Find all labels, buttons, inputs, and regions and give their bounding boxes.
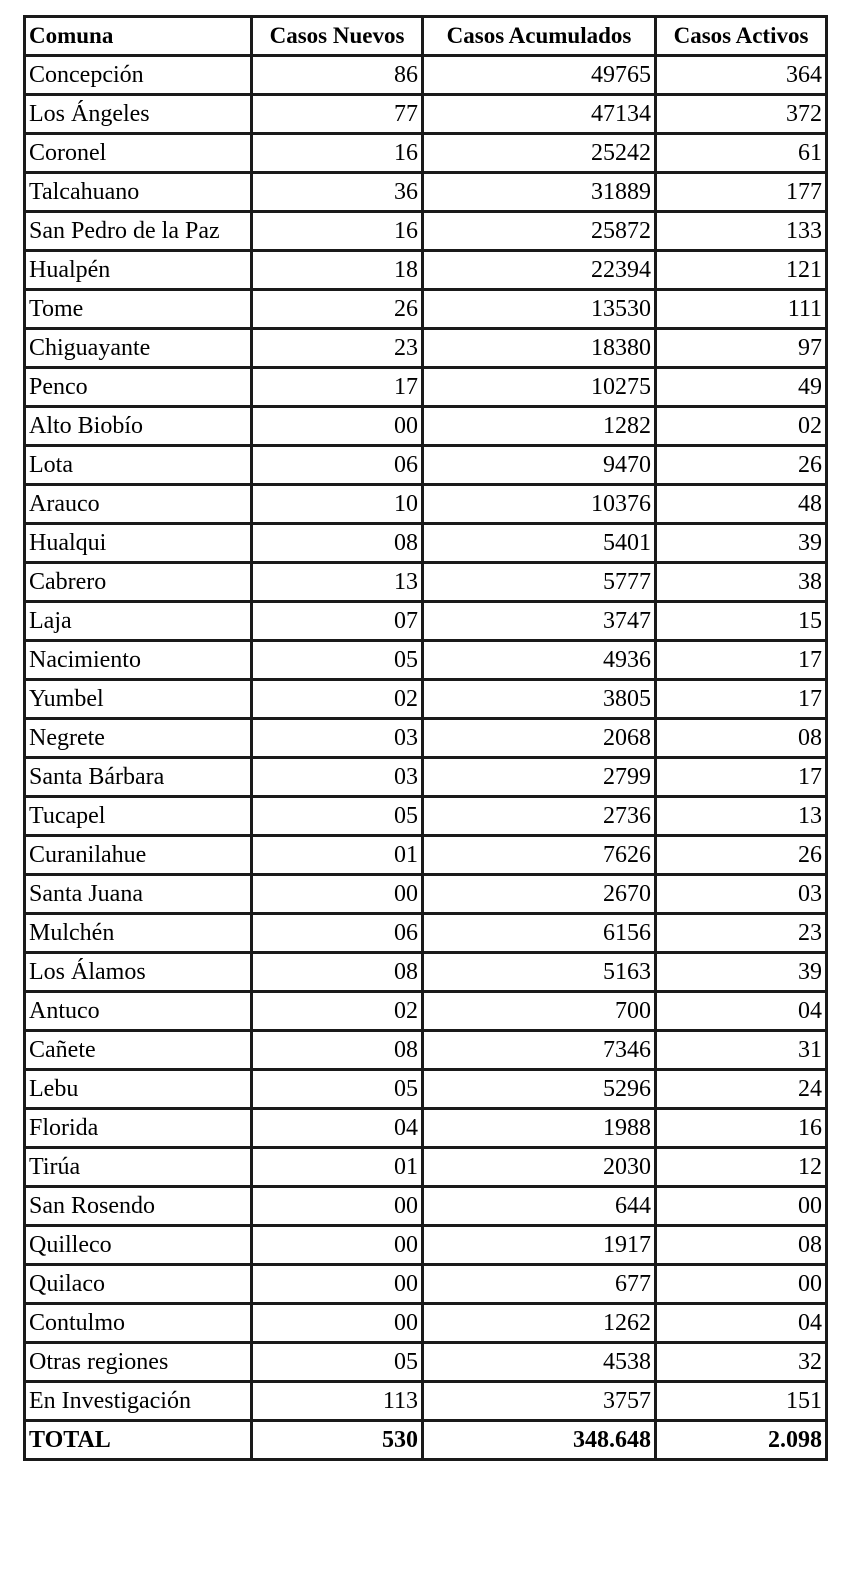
cell-casos-nuevos: 23 xyxy=(252,329,423,368)
cell-comuna: Cabrero xyxy=(25,563,252,602)
table-row xyxy=(25,524,827,563)
table-row xyxy=(25,914,827,953)
table-row xyxy=(25,290,827,329)
cell-comuna: Los Ángeles xyxy=(25,95,252,134)
cell-casos-activos: 31 xyxy=(656,1031,827,1070)
cell-casos-activos: 121 xyxy=(656,251,827,290)
cell-casos-activos: 372 xyxy=(656,95,827,134)
cell-casos-activos: 177 xyxy=(656,173,827,212)
cell-casos-activos: 17 xyxy=(656,758,827,797)
covid-cases-table xyxy=(23,15,828,1461)
cell-comuna: TOTAL xyxy=(25,1421,252,1460)
total-row xyxy=(25,1421,827,1460)
cell-casos-acumulados: 1917 xyxy=(423,1226,656,1265)
cell-casos-activos: 17 xyxy=(656,680,827,719)
cell-casos-nuevos: 03 xyxy=(252,758,423,797)
cell-casos-nuevos: 86 xyxy=(252,56,423,95)
table-row xyxy=(25,719,827,758)
table-row xyxy=(25,1304,827,1343)
cell-casos-nuevos: 00 xyxy=(252,1187,423,1226)
cell-casos-acumulados: 9470 xyxy=(423,446,656,485)
cell-casos-acumulados: 5163 xyxy=(423,953,656,992)
cell-casos-nuevos: 00 xyxy=(252,1265,423,1304)
cell-casos-acumulados: 7626 xyxy=(423,836,656,875)
cell-casos-nuevos: 08 xyxy=(252,524,423,563)
cell-comuna: Negrete xyxy=(25,719,252,758)
cell-casos-acumulados: 18380 xyxy=(423,329,656,368)
cell-casos-activos: 133 xyxy=(656,212,827,251)
cell-casos-nuevos: 16 xyxy=(252,212,423,251)
cell-comuna: En Investigación xyxy=(25,1382,252,1421)
cell-casos-activos: 38 xyxy=(656,563,827,602)
table-row xyxy=(25,680,827,719)
cell-casos-acumulados: 1282 xyxy=(423,407,656,446)
table-row xyxy=(25,1226,827,1265)
cell-casos-activos: 2.098 xyxy=(656,1421,827,1460)
cell-casos-nuevos: 00 xyxy=(252,1226,423,1265)
cell-comuna: Lota xyxy=(25,446,252,485)
table-row xyxy=(25,836,827,875)
cell-casos-acumulados: 1262 xyxy=(423,1304,656,1343)
cell-comuna: Talcahuano xyxy=(25,173,252,212)
cell-casos-acumulados: 677 xyxy=(423,1265,656,1304)
cell-casos-activos: 39 xyxy=(656,524,827,563)
cell-casos-activos: 364 xyxy=(656,56,827,95)
cell-comuna: Santa Bárbara xyxy=(25,758,252,797)
cell-casos-nuevos: 16 xyxy=(252,134,423,173)
table-row xyxy=(25,173,827,212)
cell-casos-activos: 26 xyxy=(656,836,827,875)
cell-casos-acumulados: 2670 xyxy=(423,875,656,914)
column-header-casos-activos: Casos Activos xyxy=(656,17,827,56)
cell-casos-activos: 04 xyxy=(656,1304,827,1343)
cell-casos-nuevos: 02 xyxy=(252,992,423,1031)
cell-comuna: Arauco xyxy=(25,485,252,524)
cell-casos-activos: 49 xyxy=(656,368,827,407)
column-header-casos-acumulados: Casos Acumulados xyxy=(423,17,656,56)
cell-casos-acumulados: 13530 xyxy=(423,290,656,329)
header-row xyxy=(25,17,827,56)
cell-casos-activos: 02 xyxy=(656,407,827,446)
cell-casos-activos: 39 xyxy=(656,953,827,992)
cell-comuna: Mulchén xyxy=(25,914,252,953)
cell-casos-activos: 97 xyxy=(656,329,827,368)
table-row xyxy=(25,563,827,602)
table-row xyxy=(25,1265,827,1304)
cell-comuna: Quilaco xyxy=(25,1265,252,1304)
cell-casos-nuevos: 02 xyxy=(252,680,423,719)
table-row xyxy=(25,1070,827,1109)
cell-casos-activos: 16 xyxy=(656,1109,827,1148)
table-row xyxy=(25,212,827,251)
cell-casos-nuevos: 18 xyxy=(252,251,423,290)
table-row xyxy=(25,1382,827,1421)
table-row xyxy=(25,641,827,680)
table-row xyxy=(25,1031,827,1070)
cell-comuna: Tirúa xyxy=(25,1148,252,1187)
cell-casos-activos: 48 xyxy=(656,485,827,524)
cell-casos-nuevos: 36 xyxy=(252,173,423,212)
cell-casos-nuevos: 04 xyxy=(252,1109,423,1148)
cell-casos-acumulados: 2736 xyxy=(423,797,656,836)
cell-casos-acumulados: 2030 xyxy=(423,1148,656,1187)
table-row xyxy=(25,1148,827,1187)
cell-comuna: Laja xyxy=(25,602,252,641)
cell-casos-activos: 03 xyxy=(656,875,827,914)
cell-comuna: Florida xyxy=(25,1109,252,1148)
cell-comuna: Penco xyxy=(25,368,252,407)
cell-casos-acumulados: 4538 xyxy=(423,1343,656,1382)
table-row xyxy=(25,485,827,524)
table-row xyxy=(25,797,827,836)
cell-casos-nuevos: 07 xyxy=(252,602,423,641)
cell-comuna: Lebu xyxy=(25,1070,252,1109)
cell-casos-activos: 151 xyxy=(656,1382,827,1421)
table-row xyxy=(25,329,827,368)
cell-casos-acumulados: 7346 xyxy=(423,1031,656,1070)
cell-casos-acumulados: 3757 xyxy=(423,1382,656,1421)
cell-casos-activos: 24 xyxy=(656,1070,827,1109)
cell-comuna: Nacimiento xyxy=(25,641,252,680)
cell-comuna: Contulmo xyxy=(25,1304,252,1343)
cell-casos-nuevos: 00 xyxy=(252,1304,423,1343)
cell-casos-acumulados: 644 xyxy=(423,1187,656,1226)
table-row xyxy=(25,992,827,1031)
table-row xyxy=(25,1343,827,1382)
cell-casos-acumulados: 49765 xyxy=(423,56,656,95)
cell-casos-activos: 26 xyxy=(656,446,827,485)
table-row xyxy=(25,56,827,95)
cell-casos-activos: 00 xyxy=(656,1187,827,1226)
cell-casos-activos: 61 xyxy=(656,134,827,173)
table-row xyxy=(25,758,827,797)
cell-casos-acumulados: 25242 xyxy=(423,134,656,173)
cell-casos-nuevos: 01 xyxy=(252,836,423,875)
cell-comuna: Los Álamos xyxy=(25,953,252,992)
column-header-comuna: Comuna xyxy=(25,17,252,56)
cell-casos-nuevos: 08 xyxy=(252,953,423,992)
table-container xyxy=(23,15,828,1461)
cell-comuna: Quilleco xyxy=(25,1226,252,1265)
cell-comuna: Hualqui xyxy=(25,524,252,563)
cell-casos-nuevos: 08 xyxy=(252,1031,423,1070)
cell-casos-acumulados: 10376 xyxy=(423,485,656,524)
cell-casos-activos: 111 xyxy=(656,290,827,329)
cell-casos-activos: 23 xyxy=(656,914,827,953)
cell-casos-nuevos: 03 xyxy=(252,719,423,758)
table-row xyxy=(25,446,827,485)
cell-casos-acumulados: 2799 xyxy=(423,758,656,797)
cell-casos-nuevos: 26 xyxy=(252,290,423,329)
cell-casos-acumulados: 31889 xyxy=(423,173,656,212)
cell-casos-nuevos: 05 xyxy=(252,1070,423,1109)
cell-comuna: Antuco xyxy=(25,992,252,1031)
cell-casos-acumulados: 3805 xyxy=(423,680,656,719)
cell-comuna: Tucapel xyxy=(25,797,252,836)
cell-casos-nuevos: 05 xyxy=(252,1343,423,1382)
cell-casos-nuevos: 00 xyxy=(252,407,423,446)
cell-casos-acumulados: 1988 xyxy=(423,1109,656,1148)
cell-comuna: Otras regiones xyxy=(25,1343,252,1382)
cell-casos-activos: 12 xyxy=(656,1148,827,1187)
cell-casos-nuevos: 530 xyxy=(252,1421,423,1460)
cell-casos-acumulados: 47134 xyxy=(423,95,656,134)
table-row xyxy=(25,134,827,173)
cell-comuna: Hualpén xyxy=(25,251,252,290)
cell-casos-nuevos: 10 xyxy=(252,485,423,524)
cell-casos-nuevos: 113 xyxy=(252,1382,423,1421)
cell-casos-activos: 32 xyxy=(656,1343,827,1382)
cell-comuna: Chiguayante xyxy=(25,329,252,368)
cell-casos-acumulados: 22394 xyxy=(423,251,656,290)
cell-comuna: Yumbel xyxy=(25,680,252,719)
cell-casos-nuevos: 00 xyxy=(252,875,423,914)
cell-casos-nuevos: 05 xyxy=(252,797,423,836)
cell-casos-activos: 13 xyxy=(656,797,827,836)
cell-casos-acumulados: 25872 xyxy=(423,212,656,251)
cell-casos-activos: 04 xyxy=(656,992,827,1031)
table-row xyxy=(25,368,827,407)
cell-casos-acumulados: 5296 xyxy=(423,1070,656,1109)
cell-comuna: Cañete xyxy=(25,1031,252,1070)
cell-comuna: Alto Biobío xyxy=(25,407,252,446)
cell-casos-acumulados: 348.648 xyxy=(423,1421,656,1460)
cell-casos-acumulados: 6156 xyxy=(423,914,656,953)
table-row xyxy=(25,407,827,446)
cell-comuna: Santa Juana xyxy=(25,875,252,914)
cell-casos-nuevos: 17 xyxy=(252,368,423,407)
cell-casos-nuevos: 06 xyxy=(252,446,423,485)
cell-casos-acumulados: 3747 xyxy=(423,602,656,641)
cell-casos-activos: 17 xyxy=(656,641,827,680)
cell-casos-nuevos: 05 xyxy=(252,641,423,680)
cell-casos-nuevos: 13 xyxy=(252,563,423,602)
cell-comuna: San Rosendo xyxy=(25,1187,252,1226)
table-row xyxy=(25,251,827,290)
cell-comuna: Tome xyxy=(25,290,252,329)
column-header-casos-nuevos: Casos Nuevos xyxy=(252,17,423,56)
table-row xyxy=(25,875,827,914)
table-body xyxy=(25,56,827,1460)
cell-casos-activos: 08 xyxy=(656,719,827,758)
cell-casos-acumulados: 4936 xyxy=(423,641,656,680)
cell-comuna: San Pedro de la Paz xyxy=(25,212,252,251)
cell-casos-acumulados: 10275 xyxy=(423,368,656,407)
cell-comuna: Curanilahue xyxy=(25,836,252,875)
cell-casos-acumulados: 2068 xyxy=(423,719,656,758)
table-row xyxy=(25,602,827,641)
cell-casos-nuevos: 06 xyxy=(252,914,423,953)
cell-casos-acumulados: 5777 xyxy=(423,563,656,602)
cell-casos-activos: 08 xyxy=(656,1226,827,1265)
cell-casos-acumulados: 700 xyxy=(423,992,656,1031)
table-row xyxy=(25,1109,827,1148)
cell-comuna: Coronel xyxy=(25,134,252,173)
cell-casos-acumulados: 5401 xyxy=(423,524,656,563)
cell-casos-activos: 00 xyxy=(656,1265,827,1304)
cell-casos-nuevos: 77 xyxy=(252,95,423,134)
cell-casos-nuevos: 01 xyxy=(252,1148,423,1187)
cell-casos-activos: 15 xyxy=(656,602,827,641)
table-row xyxy=(25,95,827,134)
cell-comuna: Concepción xyxy=(25,56,252,95)
table-row xyxy=(25,1187,827,1226)
table-row xyxy=(25,953,827,992)
